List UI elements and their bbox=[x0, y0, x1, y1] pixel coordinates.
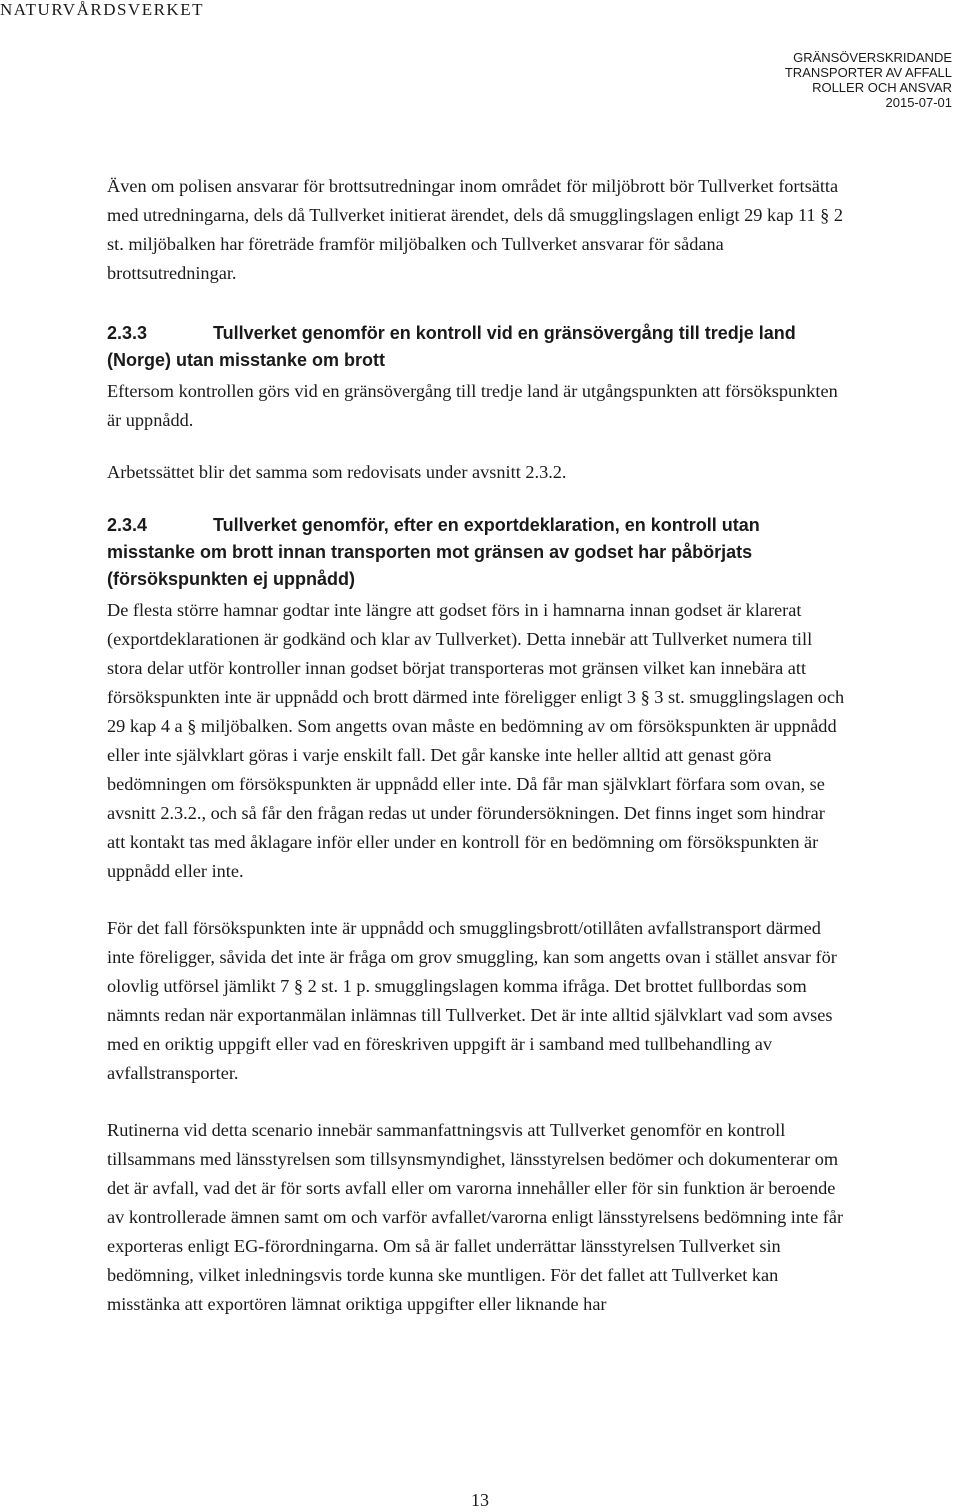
header-line-1: GRÄNSÖVERSKRIDANDE bbox=[793, 50, 952, 65]
section-title: Tullverket genomför en kontroll vid en gränsövergång till tredje land (Norge) utan misstanke om brott bbox=[107, 323, 796, 370]
document-header bbox=[785, 50, 952, 110]
header-line-2: TRANSPORTER AV AFFALL bbox=[784, 65, 952, 80]
header-line-3: ROLLER OCH ANSVAR bbox=[812, 80, 952, 95]
paragraph-1: Även om polisen ansvarar för brottsutredningar inom området för miljöbrott bör Tullverket fortsätta med utredningarna, dels då Tullverket initierat ärendet, dels då smugglingslagen enligt 29 kap 11 § 2 st. miljöbalken har företräde framför miljöbalken och Tullverket ansvarar för sådana brottsutredningar. bbox=[107, 176, 843, 283]
page-number: 13 bbox=[471, 1490, 489, 1510]
organization-name: NATURVÅRDSVERKET bbox=[0, 0, 204, 19]
section-heading-2-3-3 bbox=[107, 320, 847, 374]
section-number: 2.3.4 bbox=[107, 515, 148, 535]
paragraph-6: Rutinerna vid detta scenario innebär sammanfattningsvis att Tullverket genomför en kontroll tillsammans med länsstyrelsen som tillsynsmyndighet, länsstyrelsen bedömer och dokumenterar om det är avfall, vad det är för sorts avfall eller om varorna innehåller eller för sin funktion är beroende av kontrollerade ämnen samt om och varför avfallet/varorna enligt länsstyrelsens bedömning inte får exporteras enligt EG-förordningarna. Om så är fallet underrättar länsstyrelsen Tullverket sin bedömning, vilket inledningsvis torde kunna ske muntligen. För det fallet att Tullverket kan misstänka att exportören lämnat oriktiga uppgifter eller liknande har bbox=[107, 1120, 844, 1314]
paragraph-4: De flesta större hamnar godtar inte längre att godset förs in i hamnarna innan godset är klarerat (exportdeklarationen är godkänd och klar av Tullverket). Detta innebär att Tullverket numera till stora delar utför kontroller innan godset börjat transporteras mot gränsen vilket kan innebära att försökspunkten inte är uppnådd och brott därmed inte föreligger enligt 3 § 3 st. smugglingslagen och 29 kap 4 a § miljöbalken. Som angetts ovan måste en bedömning av om försökspunkten är uppnådd eller inte självklart göras i varje enskilt fall. Det går kanske inte heller alltid att genast göra bedömningen om försökspunkten är uppnådd eller inte. Då får man självklart förfara som ovan, se avsnitt 2.3.2., och så får den frågan redas ut under förundersökningen. Det finns inget som hindrar att kontakt tas med åklagare inför eller under en kontroll för en bedömning om försökspunkten är uppnådd eller inte. bbox=[107, 600, 845, 881]
header-date: 2015-07-01 bbox=[885, 95, 952, 110]
section-number: 2.3.3 bbox=[107, 323, 148, 343]
paragraph-5: För det fall försökspunkten inte är uppnådd och smugglingsbrott/otillåten avfallstransport därmed inte föreligger, såvida det inte är fråga om grov smuggling, kan som angetts ovan i stället ansvar för olovlig utförsel jämlikt 7 § 2 st. 1 p. smugglingslagen komma ifråga. Det brottet fullbordas som nämnts redan när exportanmälan inlämnas till Tullverket. Det är inte alltid självklart vad som avses med en oriktig uppgift eller vad en föreskriven uppgift är i samband med tullbehandling av avfallstransporter. bbox=[107, 918, 837, 1083]
section-title: Tullverket genomför, efter en exportdeklaration, en kontroll utan misstanke om brott innan transporten mot gränsen av godset har påbörjats (försökspunkten ej uppnådd) bbox=[107, 515, 760, 589]
paragraph-3: Arbetssättet blir det samma som redovisats under avsnitt 2.3.2. bbox=[107, 462, 567, 482]
section-heading-2-3-4 bbox=[107, 512, 847, 593]
paragraph-2: Eftersom kontrollen görs vid en gränsövergång till tredje land är utgångspunkten att försökspunkten är uppnådd. bbox=[107, 381, 838, 430]
document-body bbox=[107, 172, 847, 1319]
